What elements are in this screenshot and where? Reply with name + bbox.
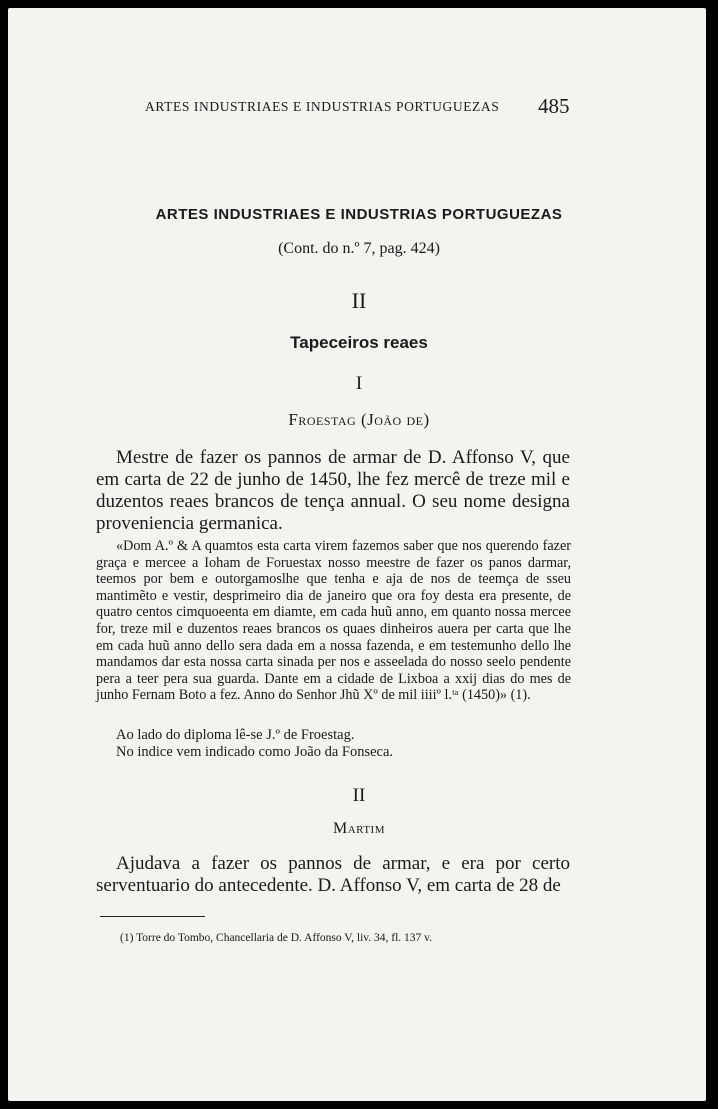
entry-number: I xyxy=(355,373,363,394)
page-number: 485 xyxy=(538,94,570,118)
quote-text: «Dom A.º & A quamtos esta carta virem fazemos saber que nos querendo fazer graça e mercee a Ioham de Foruestax nosso meestre de fazer os panos darmar, teemos por bem e outorgamoslhe que tenha e aja de nos de teemça de sseu mantimẽto e vestir, desprimeiro dia de janeiro que ora foy desta era presente, de quatro centos cimquoeenta em diamte, em cada huũ anno, em quanto nossa mercee for, treze mil e duzentos reaes brancos os quaes dinheiros auera per carta que lhe em cada huũ anno dello sera dada em a nossa fazenda, e em testemunho dello lhe mandamos dar esta nossa carta sinada per nos e asseelada do nosso seelo pendente pera a teer pera sua guarda. Dante em a cidade de Lixboa a xxij dias do mes de junho Fernam Boto a fez. Anno do Senhor Jhũ Xº de mil iiiiº l.ᵗᵃ (1450)» (1). xyxy=(96,538,571,704)
entry-paragraph: Ajudava a fazer os pannos de armar, e era por certo serventuario do antecedente. D. Affonso V, em carta de 28 de xyxy=(96,853,570,896)
running-title: ARTES INDUSTRIAES E INDUSTRIAS PORTUGUEZAS xyxy=(145,99,500,114)
section-number: II xyxy=(351,288,367,313)
section-title: Tapeceiros reaes xyxy=(290,333,428,352)
index-note: No indice vem indicado como João da Fonseca. xyxy=(116,744,394,760)
side-note: Ao lado do diploma lê-se J.º de Froestag. xyxy=(116,727,355,743)
entry-number: II xyxy=(352,785,366,806)
footnote-divider xyxy=(100,916,205,917)
entry-name: Froestag (João de) xyxy=(288,410,430,429)
entry-name: Martim xyxy=(332,820,385,837)
footnote: (1) Torre do Tombo, Chancellaria de D. Affonso V, liv. 34, fl. 137 v. xyxy=(120,932,433,944)
document-quote xyxy=(96,538,571,704)
continuation-note: (Cont. do n.º 7, pag. 424) xyxy=(278,240,440,257)
running-head xyxy=(0,96,718,122)
entry-paragraph: Mestre de fazer os pannos de armar de D. Affonso V, que em carta de 22 de junho de 1450, lhe fez mercê de treze mil e duzentos reaes brancos de tença annual. O seu nome designa proveniencia germanica. xyxy=(96,447,570,534)
article-title: ARTES INDUSTRIAES E INDUSTRIAS PORTUGUEZAS xyxy=(155,206,563,223)
